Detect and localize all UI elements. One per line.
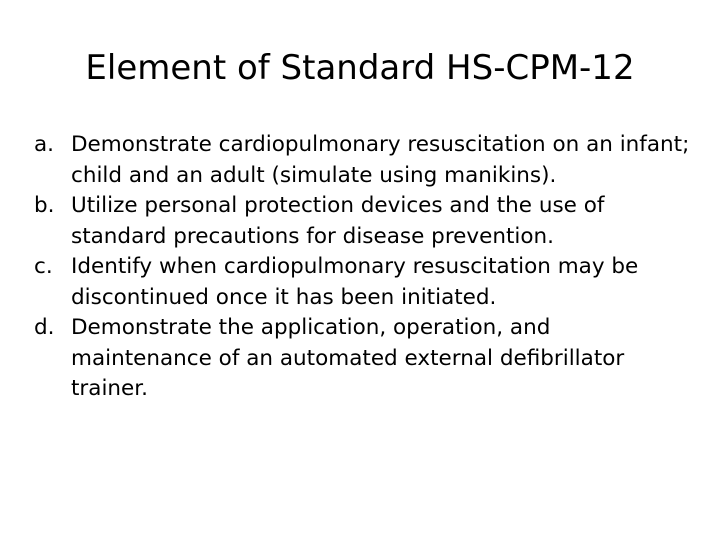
list-item: [34, 252, 694, 313]
slide-title: Element of Standard HS-CPM-12: [85, 48, 635, 88]
list-item-text: Demonstrate the application, operation, and maintenance of an automated external defibrillator trainer.: [71, 315, 625, 401]
list-marker: a.: [34, 132, 55, 157]
standards-list: [34, 130, 694, 405]
list-item: [34, 130, 694, 191]
list-item-text: Identify when cardiopulmonary resuscitation may be discontinued once it has been initiated.: [71, 254, 639, 310]
list-item: [34, 313, 694, 405]
list-marker: b.: [34, 193, 55, 218]
list-item-text: Demonstrate cardiopulmonary resuscitation on an infant; child and an adult (simulate using manikins).: [71, 132, 690, 188]
list-marker: c.: [34, 254, 53, 279]
list-item-text: Utilize personal protection devices and the use of standard precautions for disease prevention.: [71, 193, 605, 249]
list-marker: d.: [34, 315, 55, 340]
list-item: [34, 191, 694, 252]
